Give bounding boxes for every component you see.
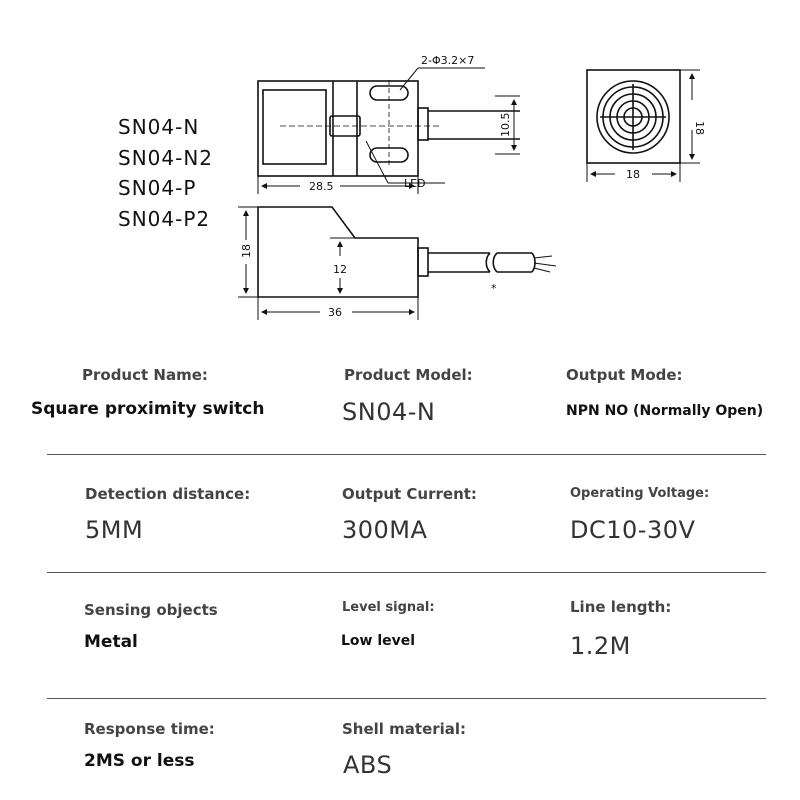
- dim-body-height: 18: [240, 244, 253, 258]
- model-item: SN04-N2: [118, 145, 214, 170]
- dim-body-length: 36: [328, 306, 342, 319]
- sensing-objects-value: Metal: [84, 632, 138, 652]
- dim-side-width: 18: [626, 168, 640, 181]
- front-view: [587, 70, 700, 182]
- response-time-label: Response time:: [84, 720, 215, 738]
- led-label: LED: [404, 177, 426, 190]
- detection-distance-value: 5MM: [85, 516, 144, 544]
- output-current-label: Output Current:: [342, 485, 477, 503]
- model-item: SN04-N: [118, 115, 200, 139]
- technical-drawing: [0, 0, 800, 340]
- dim-height-right: 10.5: [499, 112, 512, 137]
- product-name-label: Product Name:: [82, 366, 208, 384]
- row-divider: [47, 454, 766, 455]
- product-model-value: SN04-N: [342, 398, 436, 426]
- line-length-value: 1.2M: [570, 632, 631, 660]
- product-name-value: Square proximity switch: [31, 399, 265, 419]
- detection-distance-label: Detection distance:: [85, 485, 251, 503]
- shell-material-label: Shell material:: [342, 720, 467, 738]
- output-mode-value: NPN NO (Normally Open): [566, 403, 764, 419]
- side-view: [238, 207, 556, 320]
- operating-voltage-label: Operating Voltage:: [570, 486, 710, 501]
- level-signal-value: Low level: [341, 633, 416, 649]
- model-item: SN04-P: [118, 176, 197, 200]
- output-mode-label: Output Mode:: [566, 366, 683, 384]
- shell-material-value: ABS: [343, 751, 393, 779]
- operating-voltage-value: DC10-30V: [570, 516, 696, 544]
- level-signal-label: Level signal:: [342, 600, 435, 615]
- output-current-value: 300MA: [342, 516, 428, 544]
- row-divider: [47, 698, 766, 699]
- sensing-objects-label: Sensing objects: [84, 601, 218, 619]
- response-time-value: 2MS or less: [84, 751, 195, 771]
- dim-step-height: 12: [333, 263, 347, 276]
- cable-asterisk: *: [491, 282, 497, 295]
- dim-length-top: 28.5: [309, 180, 334, 193]
- line-length-label: Line length:: [570, 598, 672, 616]
- top-view: [258, 68, 520, 194]
- product-model-label: Product Model:: [344, 366, 473, 384]
- dim-side-height: 18: [693, 121, 706, 135]
- model-item: SN04-P2: [118, 206, 211, 231]
- hole-callout-text: 2-Φ3.2×7: [421, 54, 475, 67]
- row-divider: [47, 572, 766, 573]
